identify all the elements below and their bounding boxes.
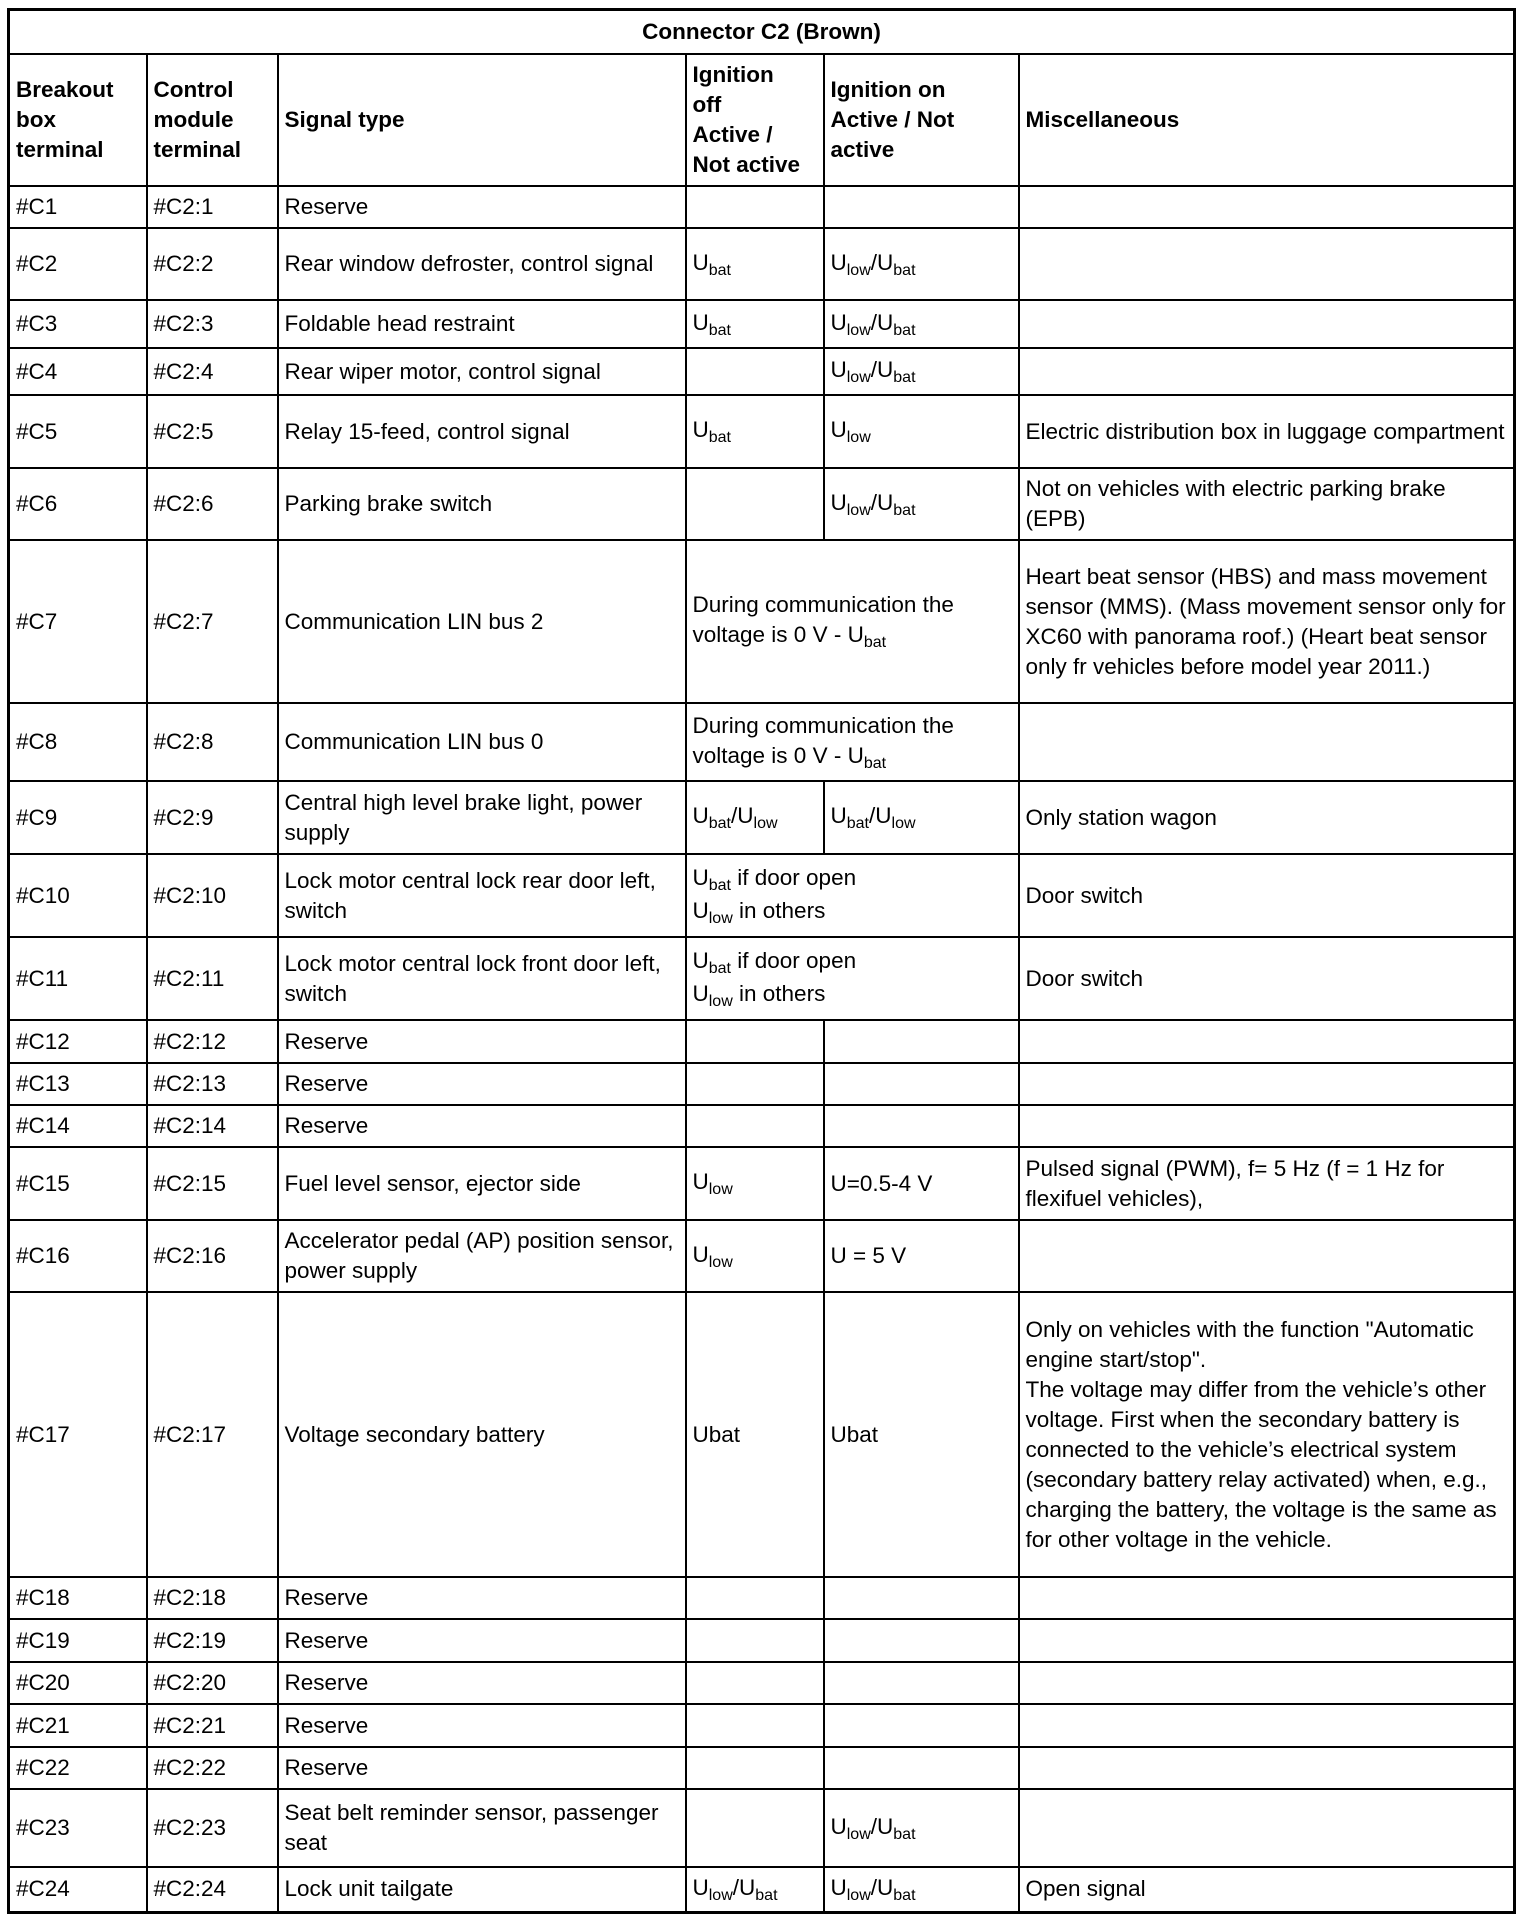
header-ignition-off: Ignition off Active / Not active	[686, 54, 824, 186]
cell-breakout-terminal: #C14	[9, 1105, 147, 1147]
table-row	[9, 228, 1515, 300]
cell-ignition-on: U=0.5-4 V	[824, 1147, 1019, 1220]
cell-control-terminal: #C2:24	[147, 1867, 278, 1912]
cell-miscellaneous: Pulsed signal (PWM), f= 5 Hz (f = 1 Hz for flexifuel vehicles),	[1019, 1147, 1515, 1220]
table-row	[9, 937, 1515, 1020]
cell-breakout-terminal: #C5	[9, 395, 147, 468]
cell-ignition-on	[824, 186, 1019, 228]
cell-ignition-on	[824, 1020, 1019, 1063]
cell-ignition-on: U = 5 V	[824, 1220, 1019, 1292]
cell-ignition-off: Ubat	[686, 1292, 824, 1577]
cell-miscellaneous	[1019, 703, 1515, 781]
cell-signal-type: Foldable head restraint	[278, 300, 686, 348]
table-row	[9, 395, 1515, 468]
cell-ignition-off	[686, 1105, 824, 1147]
cell-miscellaneous	[1019, 348, 1515, 395]
cell-signal-type: Lock motor central lock rear door left, switch	[278, 854, 686, 937]
cell-signal-type: Reserve	[278, 1747, 686, 1789]
cell-signal-type: Reserve	[278, 1063, 686, 1105]
cell-miscellaneous	[1019, 1789, 1515, 1867]
cell-control-terminal: #C2:1	[147, 186, 278, 228]
cell-miscellaneous	[1019, 1063, 1515, 1105]
cell-ignition-off	[686, 1063, 824, 1105]
cell-control-terminal: #C2:9	[147, 781, 278, 854]
cell-breakout-terminal: #C19	[9, 1619, 147, 1662]
cell-miscellaneous: Heart beat sensor (HBS) and mass movement sensor (MMS). (Mass movement sensor only for XC60 with panorama roof.) (Heart beat sensor only fr vehicles before model year 2011.)	[1019, 540, 1515, 703]
table-row	[9, 348, 1515, 395]
cell-ignition-on	[824, 1063, 1019, 1105]
cell-breakout-terminal: #C23	[9, 1789, 147, 1867]
cell-ignition-on: $U_{low}$	[824, 395, 1019, 468]
cell-ignition-on	[824, 1704, 1019, 1747]
cell-control-terminal: #C2:5	[147, 395, 278, 468]
cell-miscellaneous	[1019, 228, 1515, 300]
cell-signal-type: Reserve	[278, 1619, 686, 1662]
cell-miscellaneous: Open signal	[1019, 1867, 1515, 1912]
table-row	[9, 540, 1515, 703]
cell-signal-type: Communication LIN bus 0	[278, 703, 686, 781]
table-row	[9, 186, 1515, 228]
cell-ignition-combined: $U_{bat}$ if door open $U_{low}$ in others	[686, 937, 1019, 1020]
cell-breakout-terminal: #C3	[9, 300, 147, 348]
cell-control-terminal: #C2:4	[147, 348, 278, 395]
cell-control-terminal: #C2:7	[147, 540, 278, 703]
table-row	[9, 1662, 1515, 1704]
header-ignition-on: Ignition on Active / Not active	[824, 54, 1019, 186]
cell-ignition-off	[686, 1662, 824, 1704]
connector-table	[7, 8, 1516, 1914]
cell-control-terminal: #C2:21	[147, 1704, 278, 1747]
cell-miscellaneous	[1019, 1577, 1515, 1619]
table-row	[9, 1105, 1515, 1147]
cell-miscellaneous	[1019, 1105, 1515, 1147]
cell-control-terminal: #C2:20	[147, 1662, 278, 1704]
cell-breakout-terminal: #C15	[9, 1147, 147, 1220]
cell-breakout-terminal: #C9	[9, 781, 147, 854]
cell-ignition-on: $U_{low}/U_{bat}$	[824, 468, 1019, 540]
cell-ignition-on	[824, 1747, 1019, 1789]
cell-control-terminal: #C2:22	[147, 1747, 278, 1789]
cell-ignition-on: $U_{low}/U_{bat}$	[824, 300, 1019, 348]
cell-signal-type: Fuel level sensor, ejector side	[278, 1147, 686, 1220]
cell-ignition-combined: During communication the voltage is 0 V - $U_{bat}$	[686, 703, 1019, 781]
cell-control-terminal: #C2:8	[147, 703, 278, 781]
cell-ignition-off	[686, 1747, 824, 1789]
cell-signal-type: Communication LIN bus 2	[278, 540, 686, 703]
cell-signal-type: Rear wiper motor, control signal	[278, 348, 686, 395]
table-row	[9, 1867, 1515, 1912]
cell-ignition-off: $U_{low}$	[686, 1147, 824, 1220]
cell-breakout-terminal: #C16	[9, 1220, 147, 1292]
cell-ignition-on: $U_{low}/U_{bat}$	[824, 348, 1019, 395]
table-row	[9, 1577, 1515, 1619]
cell-signal-type: Accelerator pedal (AP) position sensor, power supply	[278, 1220, 686, 1292]
cell-ignition-off	[686, 186, 824, 228]
cell-signal-type: Reserve	[278, 1662, 686, 1704]
cell-miscellaneous	[1019, 1662, 1515, 1704]
cell-ignition-off: $U_{bat}$	[686, 228, 824, 300]
cell-ignition-off	[686, 1704, 824, 1747]
cell-ignition-off	[686, 1020, 824, 1063]
cell-signal-type: Reserve	[278, 1577, 686, 1619]
cell-breakout-terminal: #C20	[9, 1662, 147, 1704]
cell-signal-type: Seat belt reminder sensor, passenger seat	[278, 1789, 686, 1867]
cell-breakout-terminal: #C7	[9, 540, 147, 703]
cell-breakout-terminal: #C13	[9, 1063, 147, 1105]
cell-ignition-combined: $U_{bat}$ if door open $U_{low}$ in others	[686, 854, 1019, 937]
cell-breakout-terminal: #C24	[9, 1867, 147, 1912]
table-row	[9, 1063, 1515, 1105]
cell-ignition-combined: During communication the voltage is 0 V - $U_{bat}$	[686, 540, 1019, 703]
table-row	[9, 781, 1515, 854]
cell-ignition-off	[686, 1619, 824, 1662]
cell-control-terminal: #C2:17	[147, 1292, 278, 1577]
cell-signal-type: Reserve	[278, 1020, 686, 1063]
table-row	[9, 1147, 1515, 1220]
cell-miscellaneous	[1019, 1619, 1515, 1662]
cell-ignition-on	[824, 1662, 1019, 1704]
cell-ignition-off	[686, 1577, 824, 1619]
cell-signal-type: Rear window defroster, control signal	[278, 228, 686, 300]
cell-ignition-on	[824, 1105, 1019, 1147]
cell-signal-type: Lock motor central lock front door left, switch	[278, 937, 686, 1020]
cell-breakout-terminal: #C4	[9, 348, 147, 395]
cell-miscellaneous: Electric distribution box in luggage compartment	[1019, 395, 1515, 468]
cell-ignition-on: $U_{low}/U_{bat}$	[824, 228, 1019, 300]
cell-ignition-off	[686, 1789, 824, 1867]
cell-control-terminal: #C2:3	[147, 300, 278, 348]
cell-miscellaneous	[1019, 1020, 1515, 1063]
cell-miscellaneous: Door switch	[1019, 937, 1515, 1020]
table-row	[9, 703, 1515, 781]
cell-miscellaneous	[1019, 1220, 1515, 1292]
cell-breakout-terminal: #C17	[9, 1292, 147, 1577]
header-miscellaneous: Miscellaneous	[1019, 54, 1515, 186]
table-row	[9, 1747, 1515, 1789]
cell-miscellaneous	[1019, 300, 1515, 348]
cell-miscellaneous	[1019, 186, 1515, 228]
cell-control-terminal: #C2:23	[147, 1789, 278, 1867]
cell-ignition-off	[686, 348, 824, 395]
cell-control-terminal: #C2:14	[147, 1105, 278, 1147]
cell-breakout-terminal: #C12	[9, 1020, 147, 1063]
cell-signal-type: Reserve	[278, 1105, 686, 1147]
cell-miscellaneous	[1019, 1747, 1515, 1789]
cell-signal-type: Relay 15-feed, control signal	[278, 395, 686, 468]
cell-ignition-on: $U_{low}/U_{bat}$	[824, 1867, 1019, 1912]
cell-miscellaneous: Not on vehicles with electric parking brake (EPB)	[1019, 468, 1515, 540]
cell-breakout-terminal: #C10	[9, 854, 147, 937]
cell-signal-type: Central high level brake light, power supply	[278, 781, 686, 854]
cell-control-terminal: #C2:13	[147, 1063, 278, 1105]
cell-signal-type: Reserve	[278, 186, 686, 228]
cell-breakout-terminal: #C22	[9, 1747, 147, 1789]
cell-control-terminal: #C2:6	[147, 468, 278, 540]
cell-control-terminal: #C2:2	[147, 228, 278, 300]
cell-breakout-terminal: #C1	[9, 186, 147, 228]
cell-breakout-terminal: #C21	[9, 1704, 147, 1747]
cell-ignition-on	[824, 1577, 1019, 1619]
cell-miscellaneous	[1019, 1704, 1515, 1747]
header-signal-type: Signal type	[278, 54, 686, 186]
table-row	[9, 1704, 1515, 1747]
table-title: Connector C2 (Brown)	[9, 10, 1515, 55]
header-control-module-terminal: Control module terminal	[147, 54, 278, 186]
cell-ignition-off: $U_{low}/U_{bat}$	[686, 1867, 824, 1912]
cell-control-terminal: #C2:18	[147, 1577, 278, 1619]
cell-miscellaneous: Only station wagon	[1019, 781, 1515, 854]
cell-ignition-off	[686, 468, 824, 540]
table-row	[9, 300, 1515, 348]
cell-control-terminal: #C2:19	[147, 1619, 278, 1662]
table-row	[9, 1292, 1515, 1577]
table-row	[9, 1789, 1515, 1867]
cell-signal-type: Lock unit tailgate	[278, 1867, 686, 1912]
cell-signal-type: Reserve	[278, 1704, 686, 1747]
cell-breakout-terminal: #C18	[9, 1577, 147, 1619]
cell-signal-type: Voltage secondary battery	[278, 1292, 686, 1577]
cell-control-terminal: #C2:15	[147, 1147, 278, 1220]
cell-control-terminal: #C2:10	[147, 854, 278, 937]
cell-ignition-off: $U_{bat}$	[686, 300, 824, 348]
cell-miscellaneous: Only on vehicles with the function "Automatic engine start/stop". The voltage may differ from the vehicle’s other voltage. First when the secondary battery is connected to the vehicle’s electrical system (secondary battery relay activated) when, e.g., charging the battery, the voltage is the same as for other voltage in the vehicle.	[1019, 1292, 1515, 1577]
cell-signal-type: Parking brake switch	[278, 468, 686, 540]
cell-control-terminal: #C2:16	[147, 1220, 278, 1292]
cell-ignition-on: $U_{bat}/U_{low}$	[824, 781, 1019, 854]
cell-breakout-terminal: #C6	[9, 468, 147, 540]
cell-ignition-off: $U_{bat}$	[686, 395, 824, 468]
header-breakout-box-terminal: Breakout box terminal	[9, 54, 147, 186]
cell-miscellaneous: Door switch	[1019, 854, 1515, 937]
cell-ignition-off: $U_{bat}/U_{low}$	[686, 781, 824, 854]
table-row	[9, 468, 1515, 540]
table-row	[9, 1619, 1515, 1662]
cell-ignition-on	[824, 1619, 1019, 1662]
cell-breakout-terminal: #C2	[9, 228, 147, 300]
cell-breakout-terminal: #C8	[9, 703, 147, 781]
table-row	[9, 1220, 1515, 1292]
cell-ignition-on: $U_{low}/U_{bat}$	[824, 1789, 1019, 1867]
cell-control-terminal: #C2:11	[147, 937, 278, 1020]
cell-ignition-off: $U_{low}$	[686, 1220, 824, 1292]
table-body	[9, 186, 1515, 1912]
table-row	[9, 854, 1515, 937]
cell-control-terminal: #C2:12	[147, 1020, 278, 1063]
cell-breakout-terminal: #C11	[9, 937, 147, 1020]
table-row	[9, 1020, 1515, 1063]
cell-ignition-on: Ubat	[824, 1292, 1019, 1577]
